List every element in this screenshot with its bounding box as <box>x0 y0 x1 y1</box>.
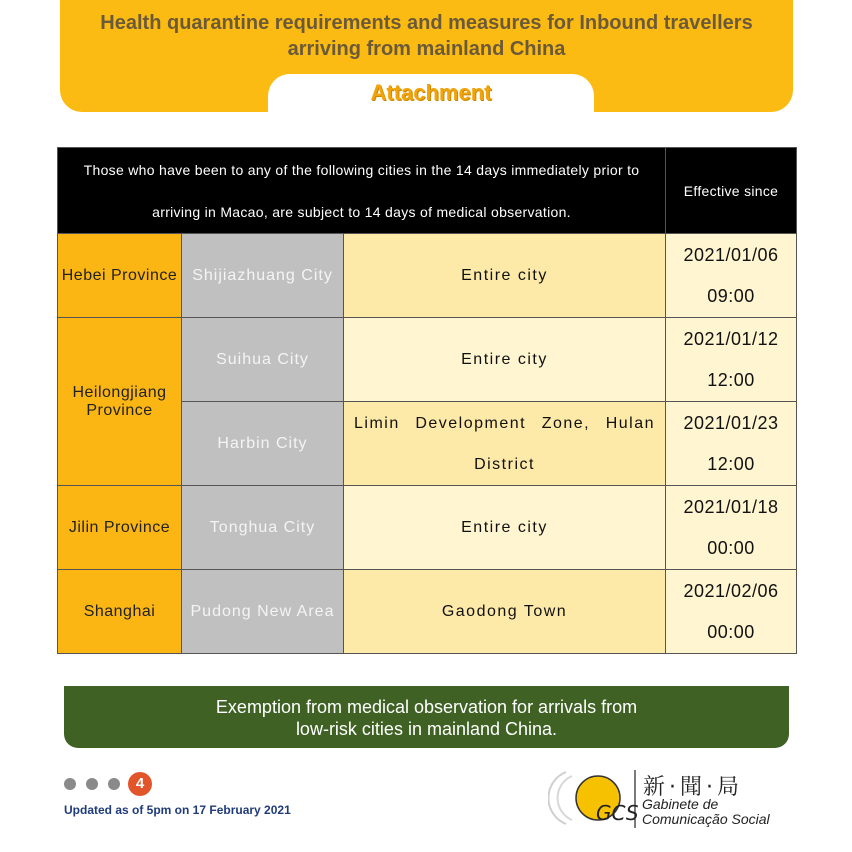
area-cell: Entire city <box>344 234 666 318</box>
exemption-line-1: Exemption from medical observation for arrivals from <box>215 697 638 717</box>
attachment-label: Attachment <box>370 80 492 105</box>
page-dot[interactable] <box>86 778 98 790</box>
area-cell: Entire city <box>344 318 666 402</box>
effective-cell <box>666 402 797 486</box>
effective-time: 09:00 <box>707 285 755 306</box>
effective-date: 2021/02/06 <box>683 580 779 601</box>
page-title <box>60 10 793 62</box>
city-cell: Pudong New Area <box>182 570 344 654</box>
area-cell <box>344 402 666 486</box>
area-cell: Entire city <box>344 486 666 570</box>
title-line-2: arriving from mainland China <box>287 38 566 60</box>
logo-chinese-text: 新·聞·局 <box>643 775 743 800</box>
logo-initials: GCS <box>596 801 639 825</box>
exemption-line-2: low-risk cities in mainland China. <box>295 719 558 739</box>
effective-date: 2021/01/12 <box>683 328 779 349</box>
effective-date: 2021/01/06 <box>683 244 779 265</box>
effective-cell <box>666 234 797 318</box>
table-row <box>58 318 797 402</box>
page-indicator <box>64 772 152 796</box>
province-cell: Heilongjiang Province <box>58 318 182 486</box>
province-cell: Jilin Province <box>58 486 182 570</box>
area-text: Limin Development Zone, Hulan District <box>354 414 656 473</box>
updated-note: Updated as of 5pm on 17 February 2021 <box>64 803 291 817</box>
province-cell: Hebei Province <box>58 234 182 318</box>
effective-cell <box>666 486 797 570</box>
effective-cell <box>666 318 797 402</box>
quarantine-table <box>57 147 797 654</box>
exemption-banner[interactable] <box>64 686 789 748</box>
table-row <box>58 570 797 654</box>
header-effective-since: Effective since <box>666 148 797 234</box>
page-dot[interactable] <box>108 778 120 790</box>
effective-date: 2021/01/18 <box>683 496 779 517</box>
table-row <box>58 486 797 570</box>
effective-time: 00:00 <box>707 537 755 558</box>
city-cell: Harbin City <box>182 402 344 486</box>
city-cell: Shijiazhuang City <box>182 234 344 318</box>
effective-cell <box>666 570 797 654</box>
effective-date: 2021/01/23 <box>683 412 779 433</box>
header-description: Those who have been to any of the following cities in the 14 days immediately prior to arriving in Macao, are subject to 14 days of medical observation. <box>58 148 666 234</box>
page-dot[interactable] <box>64 778 76 790</box>
province-cell: Shanghai <box>58 570 182 654</box>
title-line-1: Health quarantine requirements and measures for Inbound travellers <box>100 12 753 34</box>
table-header-row <box>58 148 797 234</box>
city-cell: Suihua City <box>182 318 344 402</box>
effective-time: 00:00 <box>707 621 755 642</box>
logo-pt-line-2: Comunicação Social <box>642 811 770 827</box>
effective-time: 12:00 <box>707 453 755 474</box>
city-cell: Tonghua City <box>182 486 344 570</box>
effective-time: 12:00 <box>707 369 755 390</box>
current-page-badge[interactable]: 4 <box>128 772 152 796</box>
area-cell: Gaodong Town <box>344 570 666 654</box>
table-row <box>58 234 797 318</box>
logo-pt-line-1: Gabinete de <box>642 796 719 812</box>
